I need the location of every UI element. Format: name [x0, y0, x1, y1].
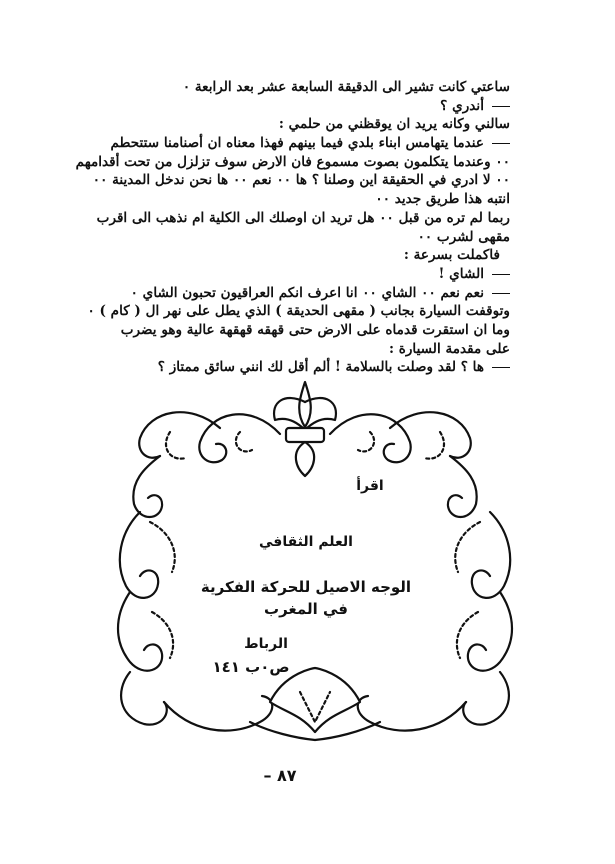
text-line: ربما لم تره من قبل ٠٠ هل تريد ان اوصلك الى الكلية ام نذهب الى اقرب [96, 209, 510, 226]
text-line: سالني وكانه يريد ان يوقظني من حلمي : [278, 116, 510, 133]
text-line: على مقدمة السيارة : [389, 340, 510, 357]
text-line: ٠٠ لا ادري في الحقيقة اين وصلنا ؟ ها ٠٠ نعم ٠٠ ها نحن ندخل المدينة ٠٠ [92, 172, 510, 189]
dialogue-dash [492, 367, 510, 368]
dialogue-line: الشاي ! [108, 265, 510, 284]
ornament-svg [100, 372, 530, 752]
dialogue-dash [492, 293, 510, 294]
text-line: وما ان استقرت قدماه على الارض حتى قهقه قهقهة عالية وهو يضرب [120, 321, 510, 338]
ad-subtitle-line2: في المغرب [264, 600, 348, 618]
dialogue-line: أندري ؟ [108, 97, 510, 116]
dialogue-dash [492, 143, 510, 144]
text-line: وتوقفت السيارة بجانب ( مقهى الحديقة ) الذي يطل على نهر ال ( كام ) ٠ [87, 303, 510, 320]
text-line: فاكملت بسرعة : [403, 247, 500, 264]
dialogue-line: نعم نعم ٠٠ الشاي ٠٠ انا اعرف انكم العراقيون تحبون الشاي ٠ [108, 284, 510, 303]
ad-subtitle-line1: الوجه الاصيل للحركة الفكرية [200, 578, 412, 596]
dialogue-line: ها ؟ لقد وصلت بالسلامة ! ألم أقل لك انني سائق ممتاز ؟ [108, 358, 510, 377]
ad-po-box: ص٠ب ١٤١ [212, 658, 290, 676]
dialogue-dash [492, 106, 510, 107]
body-text [75, 78, 510, 377]
dialogue-line: عندما يتهامس ابناء بلدي فيما بينهم فهذا معناه ان أصنامنا ستتحطم [108, 134, 510, 153]
page-number: ٨٧ – [263, 766, 297, 785]
text-line: ساعتي كانت تشير الى الدقيقة السابعة عشر بعد الرابعة ٠ [182, 79, 510, 95]
ad-read-label: اقرأ [356, 478, 384, 494]
ad-city: الرباط [244, 636, 288, 652]
text-line: انتبه هذا طريق جديد ٠٠ [375, 191, 510, 208]
ad-title: العلم الثقافي [259, 534, 353, 550]
text-line: مقهى لشرب ٠٠ [417, 228, 510, 245]
dialogue-dash [492, 274, 510, 275]
text-line: ٠٠ وعندما يتكلمون بصوت مسموع فان الارض سوف تزلزل من تحت أقدامهم [75, 153, 510, 170]
ornamental-frame [100, 372, 530, 752]
